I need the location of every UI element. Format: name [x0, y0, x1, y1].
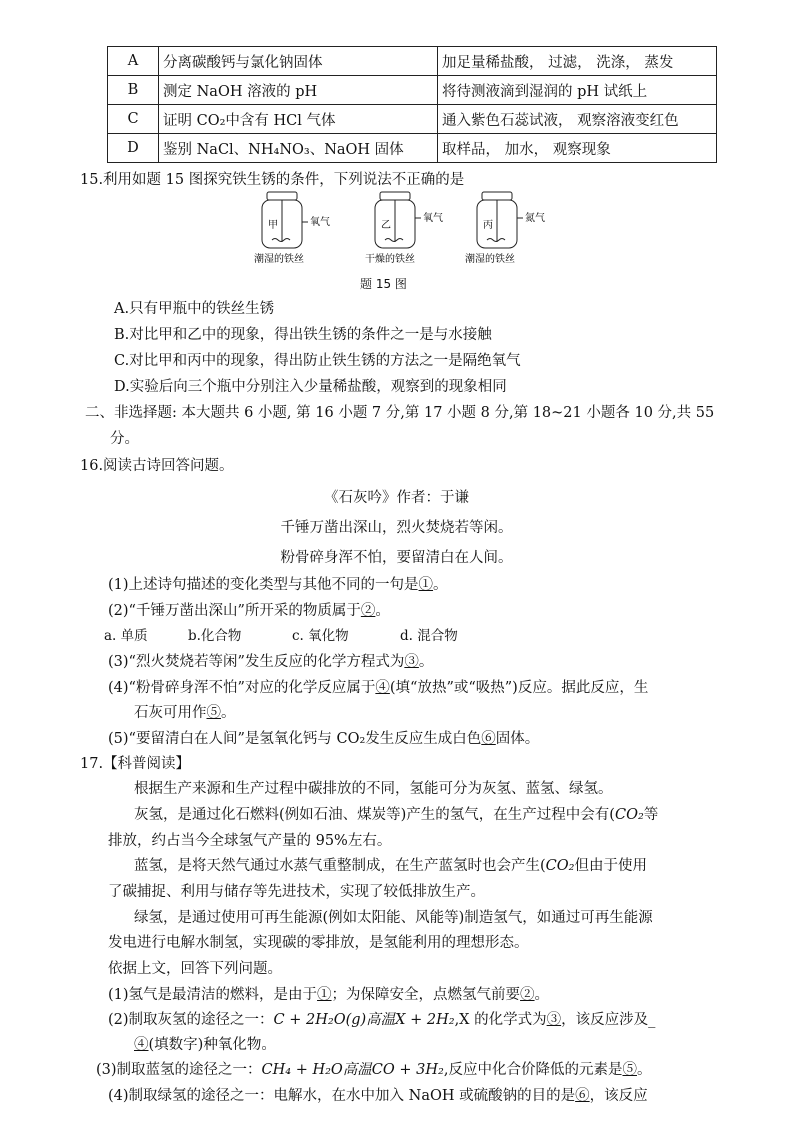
q17-para-4-cont: 发电进行电解水制氢，实现碳的零排放，是氢能利用的理想形态。	[108, 935, 529, 951]
q17-3-end: 。	[636, 1062, 652, 1078]
section-2-header: 二、非选择题: 本大题共 6 小题, 第 16 小题 7 分,第 17 小题 8 分,第 18~21 小题各 10 分,共 55	[85, 405, 715, 421]
row-key: D	[108, 134, 159, 163]
row-key: C	[108, 105, 159, 134]
q17-1-mid: ；为保障安全，点燃氢气前要	[331, 987, 521, 1003]
q17-3-mid: ,反应中化合价降低的元素是	[443, 1062, 623, 1078]
row-method: 通入紫色石蕊试液， 观察溶液变红色	[438, 105, 717, 134]
q16-4-mid: (填“放热”或“吸热”)反应。据此反应，生	[389, 680, 649, 696]
q16-part-1	[108, 573, 448, 594]
choice-a: a. 单质	[104, 628, 148, 644]
q16-part-5	[108, 727, 539, 748]
q15-stem: 15.利用如题 15 图探究铁生锈的条件，下列说法不正确的是	[80, 172, 465, 188]
jar-caption: 潮湿的铁丝	[254, 254, 304, 265]
row-key: A	[108, 47, 159, 76]
q16-2-text: (2)“千锤万凿出深山”所开采的物质属于	[108, 603, 361, 619]
q17-p2-text: 灰氢，是通过化石燃料(例如石油、煤炭等)产生的氢气，在生产过程中会有(	[134, 807, 615, 823]
q16-part-3	[108, 650, 433, 671]
q17-para-4: 绿氢，是通过使用可再生能源(例如太阳能、风能等)制造氢气，如通过可再生能源	[134, 910, 653, 926]
jar-name: 乙	[381, 220, 391, 231]
row-desc: 鉴别 NaCl、NH₄NO₃、NaOH 固体	[159, 134, 438, 163]
q17-part-3	[96, 1058, 651, 1079]
blank-6: ⑥	[481, 731, 496, 747]
blank-1: ①	[418, 577, 434, 593]
jar-caption: 潮湿的铁丝	[465, 254, 515, 265]
poem-line-1: 千锤万凿出深山，烈火焚烧若等闲。	[280, 520, 513, 536]
q17-stem: 17.【科普阅读】	[80, 756, 191, 772]
q17-para-2-cont: 排放，约占当今全球氢气产量的 95%左右。	[108, 833, 392, 849]
row-method: 取样品， 加水， 观察现象	[438, 134, 717, 163]
row-desc: 测定 NaOH 溶液的 pH	[159, 76, 438, 105]
q17-part-2	[108, 1008, 655, 1029]
choice-b: b.化合物	[188, 628, 242, 644]
q17-p3-text: 蓝氢，是将天然气通过水蒸气重整制成，在生产蓝氢时也会产生(	[134, 858, 546, 874]
table-row	[108, 76, 717, 105]
jar-gas: 氧气	[423, 213, 443, 224]
q16-2-end: 。	[375, 603, 390, 619]
q17-2-end: (填数字)种氧化物。	[148, 1037, 276, 1053]
co2-formula: CO₂	[545, 858, 575, 874]
q16-part-2	[108, 599, 390, 620]
q17-part-4	[108, 1084, 648, 1105]
q16-1-text: (1)上述诗句描述的变化类型与其他不同的一句是	[108, 577, 419, 593]
blank-3: ③	[404, 654, 419, 670]
q17-4-text: (4)制取绿氢的途径之一：电解水，在水中加入 NaOH 或硫酸钠的目的是	[108, 1088, 576, 1104]
blank-6: ⑥	[575, 1088, 590, 1104]
jar-bing	[465, 192, 545, 265]
q17-para-3-cont: 了碳捕捉、利用与储存等先进技术，实现了较低排放生产。	[108, 884, 485, 900]
jar-caption: 干燥的铁丝	[365, 254, 415, 265]
blank-1: ①	[317, 987, 332, 1003]
q17-p3-end: 但由于使用	[574, 858, 647, 874]
blank-2: ②	[520, 987, 535, 1003]
q15-option-d: D.实验后向三个瓶中分别注入少量稀盐酸，观察到的现象相同	[114, 379, 507, 395]
q17-4-end: ，该反应	[589, 1088, 648, 1104]
q16-4-end: 。	[221, 705, 236, 721]
jar-yi	[365, 192, 443, 265]
section-2-header-cont: 分。	[110, 431, 139, 447]
blank-4: ④	[375, 680, 390, 696]
co2-formula: CO₂	[614, 807, 644, 823]
q16-4-text: (4)“粉骨碎身浑不怕”对应的化学反应属于	[108, 680, 376, 696]
blue-h2-equation: CH₄ + H₂O高温CO + 3H₂	[261, 1062, 444, 1078]
q16-5-end: 固体。	[495, 731, 540, 747]
row-desc: 证明 CO₂中含有 HCl 气体	[159, 105, 438, 134]
figure-caption: 题 15 图	[360, 277, 407, 291]
poem-title: 《石灰吟》作者：于谦	[324, 490, 469, 506]
poem-line-2: 粉骨碎身浑不怕，要留清白在人间。	[280, 550, 513, 566]
q17-para-2	[134, 803, 658, 824]
q16-4-text2: 石灰可用作	[134, 705, 207, 721]
row-desc: 分离碳酸钙与氯化钠固体	[159, 47, 438, 76]
options-table	[107, 46, 717, 163]
row-method: 加足量稀盐酸， 过滤， 洗涤， 蒸发	[438, 47, 717, 76]
q16-5-text: (5)“要留清白在人间”是氢氧化钙与 CO₂发生反应生成白色	[108, 731, 482, 747]
grey-h2-equation: C + 2H₂O(g)高温X + 2H₂	[273, 1012, 455, 1028]
q17-1-text: (1)氢气是最清洁的燃料，是由于	[108, 987, 318, 1003]
q17-para-3	[134, 854, 647, 875]
q16-stem: 16.阅读古诗回答问题。	[80, 458, 234, 474]
row-method: 将待测液滴到湿润的 pH 试纸上	[438, 76, 717, 105]
q16-part-4-cont	[134, 701, 236, 722]
blank-2: ②	[360, 603, 376, 619]
q17-p2-end: 等	[643, 807, 659, 823]
blank-3: ③	[546, 1012, 562, 1028]
q16-1-end: 。	[433, 577, 448, 593]
q16-3-end: 。	[418, 654, 434, 670]
choice-d: d. 混合物	[400, 628, 458, 644]
q17-part-2-cont	[134, 1033, 276, 1054]
q17-3-text: (3)制取蓝氢的途径之一：	[96, 1062, 262, 1078]
q17-2-mid2: ，该反应涉及_	[561, 1012, 656, 1028]
jar-name: 丙	[483, 220, 493, 231]
q16-part-4	[108, 676, 648, 697]
q17-1-end: 。	[534, 987, 550, 1003]
jar-jia	[254, 192, 330, 265]
blank-5: ⑤	[622, 1062, 637, 1078]
jar-name: 甲	[268, 220, 278, 231]
table-row	[108, 105, 717, 134]
q17-2-text: (2)制取灰氢的途径之一：	[108, 1012, 274, 1028]
q16-choices	[104, 624, 458, 644]
row-key: B	[108, 76, 159, 105]
table-row	[108, 134, 717, 163]
jar-gas: 氧气	[310, 217, 330, 228]
q16-3-text: (3)“烈火焚烧若等闲”发生反应的化学方程式为	[108, 654, 405, 670]
table-row	[108, 47, 717, 76]
q15-option-c: C.对比甲和丙中的现象，得出防止铁生锈的方法之一是隔绝氧气	[114, 353, 521, 369]
choice-c: c. 氧化物	[292, 628, 349, 644]
q15-option-b: B.对比甲和乙中的现象，得出铁生锈的条件之一是与水接触	[114, 327, 492, 343]
q17-2-mid: ,X 的化学式为	[454, 1012, 547, 1028]
blank-5: ⑤	[206, 705, 221, 721]
q17-para-1: 根据生产来源和生产过程中碳排放的不同，氢能可分为灰氢、蓝氢、绿氢。	[134, 781, 613, 797]
q17-part-1	[108, 983, 549, 1004]
q17-instruction: 依据上文，回答下列问题。	[108, 961, 282, 977]
q15-option-a: A.只有甲瓶中的铁丝生锈	[114, 301, 275, 317]
jar-gas: 氮气	[525, 213, 545, 224]
blank-4: ④	[134, 1037, 149, 1053]
